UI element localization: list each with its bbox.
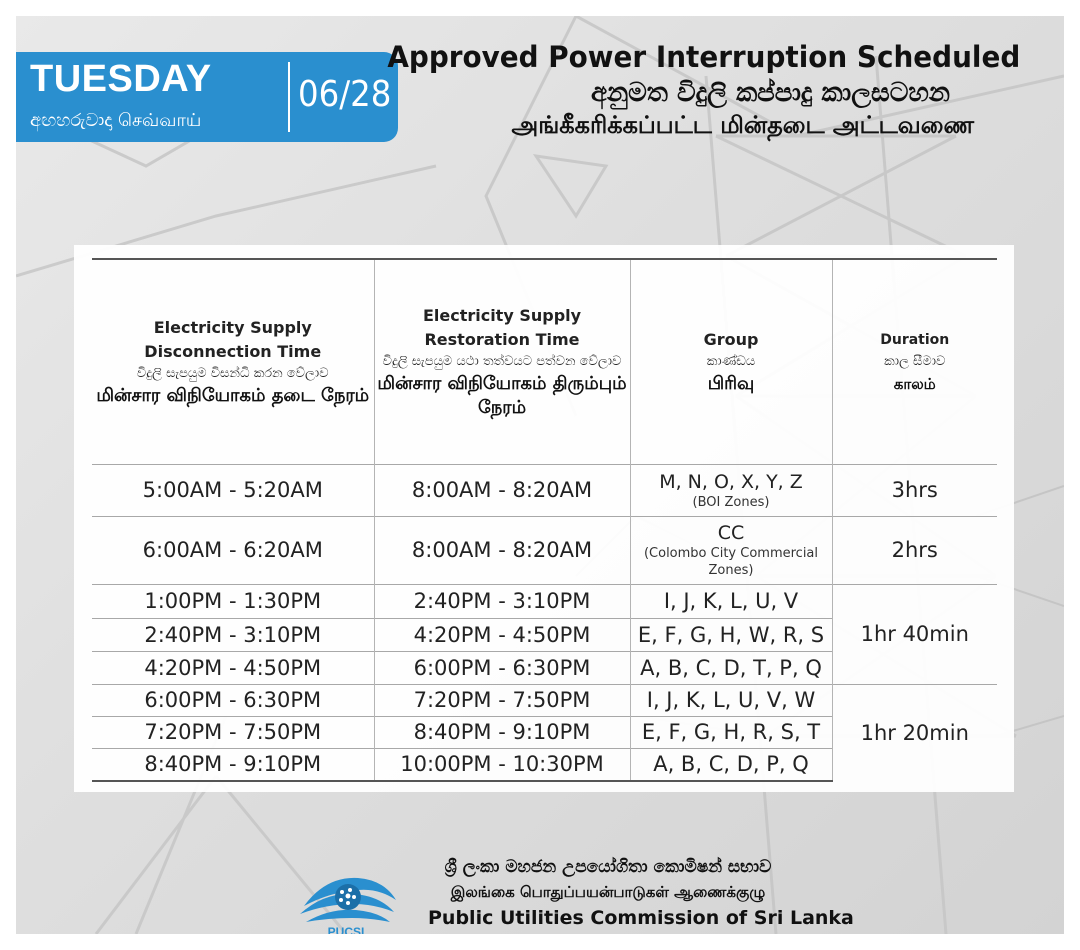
cell-disconnect: 4:20PM - 4:50PM	[92, 651, 374, 684]
title-tamil: அங்கீகரிக்கப்பட்ட மின்தடை அட்டவணை	[511, 111, 974, 139]
cell-restore: 4:20PM - 4:50PM	[374, 618, 630, 651]
header-label-en: Group	[703, 329, 759, 349]
cell-disconnect: 8:40PM - 9:10PM	[92, 748, 374, 781]
cell-restore: 7:20PM - 7:50PM	[374, 684, 630, 716]
cell-duration: 1hr 40min	[832, 584, 997, 684]
footer-text	[428, 854, 854, 932]
table-row	[92, 464, 997, 516]
group-note: (Colombo City Commercial Zones)	[643, 546, 819, 578]
table-row	[92, 584, 997, 618]
title-english: Approved Power Interruption Scheduled	[387, 40, 1020, 74]
header-label-si: විදුලි සැපයුම යථා තත්වයට පත්වන වේලාව	[382, 353, 622, 369]
group-codes: CC	[717, 522, 745, 544]
header-label-en: Electricity Supply Disconnection Time	[144, 317, 322, 361]
day-name-local: අඟහරුවාදා செவ்வாய்	[30, 110, 202, 131]
cell-disconnect: 1:00PM - 1:30PM	[92, 584, 374, 618]
cell-group: E, F, G, H, W, R, S	[630, 618, 832, 651]
cell-restore: 8:40PM - 9:10PM	[374, 716, 630, 748]
cell-duration: 2hrs	[832, 516, 997, 584]
cell-disconnect: 7:20PM - 7:50PM	[92, 716, 374, 748]
pucsl-logo-icon	[296, 866, 400, 939]
cell-restore: 2:40PM - 3:10PM	[374, 584, 630, 618]
cell-group: A, B, C, D, P, Q	[630, 748, 832, 781]
org-name-tamil: இலங்கை பொதுப்பயன்பாடுகள் ஆணைக்குழு	[450, 883, 766, 901]
header-label-si: කාල සීමාව	[884, 353, 946, 369]
cell-group: I, J, K, L, U, V, W	[630, 684, 832, 716]
table-row	[92, 684, 997, 716]
header-label-en: Electricity Supply Restoration Time	[422, 305, 582, 349]
group-note: (BOI Zones)	[692, 494, 770, 510]
header-label-si: විදුලි සැපයුම විසන්ධි කරන වේලාව	[136, 365, 329, 381]
schedule-table	[92, 258, 997, 782]
header-label-ta: காலம்	[893, 374, 936, 393]
header-label-en: Duration	[880, 331, 950, 348]
group-codes: M, N, O, X, Y, Z	[659, 470, 803, 493]
table-header-row	[92, 259, 997, 464]
header-label-ta: மின்சார விநியோகம் தடை நேரம்	[96, 384, 370, 406]
title-block	[361, 40, 1020, 142]
org-name-english: Public Utilities Commission of Sri Lanka	[428, 907, 854, 929]
footer	[296, 852, 854, 939]
cell-group: A, B, C, D, T, P, Q	[630, 651, 832, 684]
cell-disconnect: 6:00AM - 6:20AM	[92, 516, 374, 584]
cell-group: I, J, K, L, U, V	[630, 584, 832, 618]
cell-duration: 3hrs	[832, 464, 997, 516]
day-badge	[16, 52, 398, 142]
schedule-date: 06/28	[298, 74, 392, 115]
cell-group	[630, 464, 832, 516]
schedule-panel	[16, 16, 1064, 939]
cell-restore: 8:00AM - 8:20AM	[374, 464, 630, 516]
cell-restore: 6:00PM - 6:30PM	[374, 651, 630, 684]
logo-text: PUCSL	[327, 925, 369, 939]
org-name-sinhala: ශ්‍රී ලංකා මහජන උපයෝගිතා කොමිෂන් සභාව	[444, 857, 772, 877]
table-row	[92, 516, 997, 584]
cell-restore: 8:00AM - 8:20AM	[374, 516, 630, 584]
header-duration	[832, 259, 997, 464]
cell-disconnect: 5:00AM - 5:20AM	[92, 464, 374, 516]
cell-restore: 10:00PM - 10:30PM	[374, 748, 630, 781]
cell-duration: 1hr 20min	[832, 684, 997, 781]
cell-group: E, F, G, H, R, S, T	[630, 716, 832, 748]
cell-group	[630, 516, 832, 584]
header-label-ta: பிரிவு	[707, 372, 755, 394]
title-sinhala: අනුමත විදුලි කප්පාදු කාලසටහන	[590, 78, 950, 108]
header-restoration-time	[374, 259, 630, 464]
header-label-ta: மின்சார விநியோகம் திரும்பும் நேரம்	[377, 372, 627, 418]
day-name: TUESDAY	[30, 58, 212, 100]
cell-disconnect: 2:40PM - 3:10PM	[92, 618, 374, 651]
header-group	[630, 259, 832, 464]
badge-divider	[288, 62, 290, 132]
header-disconnection-time	[92, 259, 374, 464]
cell-disconnect: 6:00PM - 6:30PM	[92, 684, 374, 716]
header-label-si: කාණ්ඩය	[706, 353, 756, 369]
schedule-table-card	[74, 245, 1014, 792]
